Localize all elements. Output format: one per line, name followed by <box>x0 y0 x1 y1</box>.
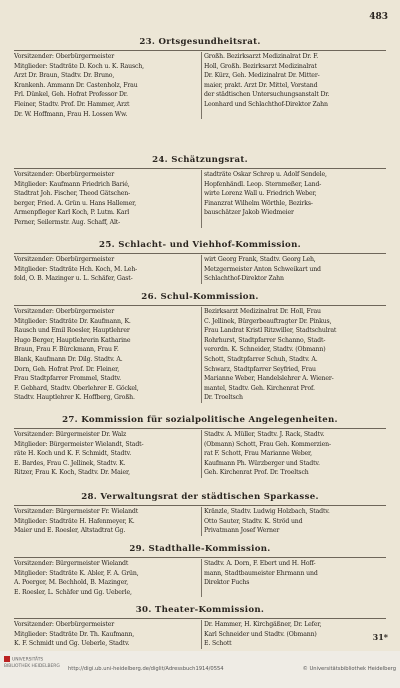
text-line: Leonhard und Schlachthof-Direktor Zahn <box>204 100 328 108</box>
text-line: Mitglieder: Stadträte Dr. Th. Kaufmann, <box>14 630 135 638</box>
text-line: Mitglieder: Stadträte H. Hafenmeyer, K. <box>14 517 135 525</box>
text-line: Bezirksarzt Medizinalrat Dr. Holl, Frau <box>204 308 321 315</box>
section-right-column <box>204 170 390 218</box>
column-divider <box>201 52 202 119</box>
text-line: Stadtv. Hauptlehrer K. Hoffberg, Großh. <box>14 394 135 402</box>
text-line: Arzt Dr. Braun, Stadtv. Dr. Bruno, <box>14 72 115 80</box>
section-rule <box>14 428 386 429</box>
section-right-column <box>204 559 390 588</box>
text-line: Dr. Hammer, H. Kirchgäßner, Dr. Lefer, <box>204 621 322 628</box>
text-line: Stadtv. A. Dorn, F. Ebert und H. Hoff- <box>204 560 316 567</box>
text-line: Großh. Bezirksarzt Medizinalrat Dr. F. <box>204 53 319 60</box>
text-line: stadträte Oskar Schrep u. Adolf Sendele, <box>204 171 327 178</box>
text-line: A. Poerger, M. Bechhold, B. Mazinger, <box>14 579 129 587</box>
source-url-link[interactable]: http://digi.ub.uni-heidelberg.de/diglit/Adressbuch1914/0554 <box>68 666 224 672</box>
section-left-column <box>14 507 200 536</box>
text-line: Mitglieder: Stadträte K. Abler, F. A. Grün, <box>14 569 139 577</box>
text-line: Vorsitzender: Oberbürgermeister <box>14 256 115 263</box>
section-heading: 27. Kommission für sozialpolitische Angelegenheiten. <box>62 415 338 425</box>
text-line: Mitglieder: Stadträte Hch. Koch, M. Leh- <box>14 265 138 273</box>
text-line: Ritzer, Frau K. Koch, Stadtv. Dr. Maier, <box>14 469 130 477</box>
text-line: Kränzle, Stadtv. Ludwig Holzbach, Stadtv. <box>204 508 330 515</box>
text-line: Vorsitzender: Bürgermeister Dr. Walz <box>14 431 127 438</box>
text-line: Stadtv. A. Müller, Stadtv. J. Rack, Stadtv. <box>204 431 325 438</box>
library-logo <box>4 656 62 670</box>
section-right-column <box>204 255 390 284</box>
text-line: Dorn, Geh. Hofrat Prof. Dr. Fleiner, <box>14 365 120 373</box>
library-name: UNIVERSITÄTS BIBLIOTHEK HEIDELBERG <box>4 657 60 669</box>
text-line: Karl Schneider und Stadtv. (Obmann) <box>204 630 317 638</box>
section-rule <box>14 618 386 619</box>
text-line: Perner, Seilermstr. Aug. Schaff, Alt- <box>14 218 121 226</box>
column-divider <box>201 620 202 649</box>
section-rule <box>14 305 386 306</box>
section-right-column <box>204 52 390 110</box>
section-heading: 30. Theater-Kommission. <box>135 605 265 615</box>
text-line: Dr. Troeltsch <box>204 394 243 402</box>
text-line: Holl, Großh. Bezirksarzt Medizinalrat <box>204 62 317 70</box>
text-line: Mitglieder: Stadträte D. Koch u. K. Rausch, <box>14 62 145 70</box>
section-left-column <box>14 52 200 119</box>
text-line: Kaufmann Ph. Würzberger und Stadtv. <box>204 459 320 467</box>
section-rule <box>14 168 386 169</box>
column-divider <box>201 307 202 403</box>
text-line: Otto Sauter, Stadtv. K. Ströd und <box>204 517 303 525</box>
text-line: räte H. Koch und K. F. Schmidt, Stadtv. <box>14 450 132 458</box>
text-line: Rohrhurst, Stadtpfarrer Schanno, Stadt- <box>204 336 326 344</box>
text-line: Mitglieder: Bürgermeister Wielandt, Stadt- <box>14 440 144 448</box>
column-divider <box>201 430 202 478</box>
text-line: mantel, Stadtv. Geh. Kirchenrat Prof. <box>204 384 315 392</box>
section-right-column <box>204 507 390 536</box>
text-line: Metzgermeister Anton Schweikart und <box>204 265 321 273</box>
text-line: berger, Fried. A. Grün u. Hans Hallemer, <box>14 199 137 207</box>
copyright-notice: © Universitätsbibliothek Heidelberg <box>302 666 396 672</box>
text-line: Marianne Weber, Handelslehrer A. Wiener- <box>204 375 334 383</box>
text-line: Privatmann Josef Werner <box>204 527 280 535</box>
text-line: der städtischen Untersuchungsanstalt Dr. <box>204 91 330 99</box>
text-line: Krankenh. Ammann Dr. Castenholz, Frau <box>14 81 138 89</box>
section-right-column <box>204 620 390 649</box>
text-line: E. Roesler, L. Schäfer und Gg. Ueberle, <box>14 588 132 596</box>
text-line: Vorsitzender: Bürgermeister Wielandt <box>14 560 129 567</box>
text-line: verordn. K. Schneider, Stadtv. (Obmann) <box>204 346 326 354</box>
text-line: Mitglieder: Stadträte Dr. Kaufmann, K. <box>14 317 131 325</box>
text-line: Armenpfleger Karl Koch, P. Lutm. Karl <box>14 209 130 217</box>
text-line: Rausch und Emil Roesler, Hauptlehrer <box>14 327 130 335</box>
section-right-column <box>204 307 390 403</box>
section-rule <box>14 505 386 506</box>
text-line: wirte Lorenz Wall u. Friedrich Weber, <box>204 190 317 198</box>
text-line: Dr. W. Hoffmann, Frau H. Lossen Ww. <box>14 110 128 118</box>
text-line: Direktor Fuchs <box>204 579 250 587</box>
text-line: Hopfenhändl. Leop. Sternmeßer, Land- <box>204 180 322 188</box>
section-left-column <box>14 307 200 403</box>
text-line: Vorsitzender: Oberbürgermeister <box>14 171 115 178</box>
text-line: Frau Landrat Kristl Ritzwiller, Stadtschulrat <box>204 327 337 335</box>
text-line: bauschätzer Jakob Wiedmeier <box>204 209 294 217</box>
sheet-mark: 31* <box>372 632 388 642</box>
section-heading: 26. Schul-Kommission. <box>141 292 259 302</box>
page-number: 483 <box>369 12 388 22</box>
section-heading: 24. Schätzungsrat. <box>152 155 248 165</box>
text-line: Braun, Frau F. Bürckmann, Frau F. <box>14 346 119 354</box>
section-heading: 29. Stadthalle-Kommission. <box>129 544 271 554</box>
text-line: mann, Stadtbaumeister Ehrmann und <box>204 569 318 577</box>
section-left-column <box>14 430 200 478</box>
text-line: C. Jellinek, Bürgerbeauftragter Dr. Pinkus, <box>204 317 332 325</box>
text-line: Maier und E. Roesler, Altstadtrat Gg. <box>14 527 126 535</box>
text-line: Blank, Kaufmann Dr. Dilg. Stadtv. A. <box>14 355 123 363</box>
column-divider <box>201 170 202 228</box>
column-divider <box>201 255 202 284</box>
text-line: maier, prakt. Arzt Dr. Mittel, Vorstand <box>204 81 318 89</box>
section-left-column <box>14 170 200 228</box>
text-line: Finanzrat Wilhelm Wörthle, Bezirks- <box>204 199 313 207</box>
section-heading: 23. Ortsgesundheitsrat. <box>139 37 261 47</box>
text-line: Vorsitzender: Bürgermeister Fr. Wielandt <box>14 508 139 515</box>
text-line: F. Gebhard, Stadtv. Oberlehrer E. Göckel, <box>14 384 139 392</box>
section-rule <box>14 253 386 254</box>
text-line: Schlachthof-Direktor Zahn <box>204 275 284 283</box>
text-line: E. Schott <box>204 640 232 648</box>
text-line: rat F. Schott, Frau Marianne Weber, <box>204 450 312 458</box>
section-rule <box>14 50 386 51</box>
text-line: Fleiner, Stadtv. Prof. Dr. Hammer, Arzt <box>14 100 130 108</box>
section-left-column <box>14 255 200 284</box>
section-left-column <box>14 559 200 597</box>
text-line: (Obmann) Schott, Frau Geh. Kommerzien- <box>204 440 331 448</box>
text-line: Stadtrat Joh. Fischer, Theod Gätschen- <box>14 190 131 198</box>
text-line: fold, O. B. Mazinger u. L. Schäfer, Gast- <box>14 275 133 283</box>
text-line: Schott, Stadtpfarrer Schuh, Stadtv. A. <box>204 355 318 363</box>
library-logo-icon <box>4 656 10 662</box>
text-line: Frau Stadtpfarrer Frommel, Stadtv. <box>14 375 121 383</box>
column-divider <box>201 559 202 597</box>
footer-bar <box>0 651 400 688</box>
text-line: Geh. Kirchenrat Prof. Dr. Troeltsch <box>204 469 309 477</box>
text-line: K. F. Schmidt und Gg. Ueberle, Stadtv. <box>14 640 130 648</box>
text-line: E. Bardes, Frau C. Jellinek, Stadtv. K. <box>14 459 126 467</box>
text-line: Vorsitzender: Oberbürgermeister <box>14 621 115 628</box>
text-line: Schwarz, Stadtpfarrer Seyfried, Frau <box>204 365 316 373</box>
text-line: Dr. Kürz, Geh. Medizinalrat Dr. Mitter- <box>204 72 320 80</box>
section-rule <box>14 557 386 558</box>
text-line: Mitglieder: Kaufmann Friedrich Barié, <box>14 180 130 188</box>
text-line: Frl. Dünkel, Geh. Hofrat Professor Dr. <box>14 91 128 99</box>
text-line: Hugo Berger, Hauptlehrerin Katharine <box>14 336 131 344</box>
section-heading: 28. Verwaltungsrat der städtischen Sparkasse. <box>81 492 319 502</box>
section-left-column <box>14 620 200 649</box>
section-heading: 25. Schlacht- und Viehhof-Kommission. <box>99 240 301 250</box>
text-line: Vorsitzender: Oberbürgermeister <box>14 53 115 60</box>
column-divider <box>201 507 202 536</box>
section-right-column <box>204 430 390 478</box>
text-line: Vorsitzender: Oberbürgermeister <box>14 308 115 315</box>
text-line: wirt Georg Frank, Stadtv. Georg Leh, <box>204 256 316 263</box>
